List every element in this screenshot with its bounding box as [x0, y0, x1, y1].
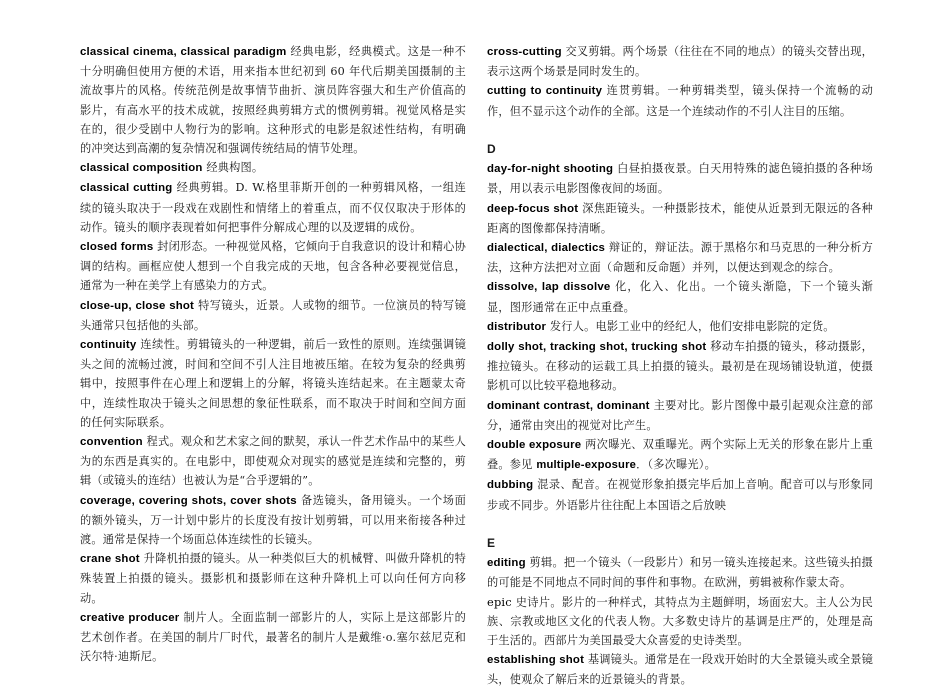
entry-definition: 程式。观众和艺术家之间的默契，承认一件艺术作品中的某些人为的东西是真实的。在电影中，即使观众对现实的感觉是连续和完整的，剪辑（或镜头的连结）也被认为是“合乎逻辑的”。: [80, 435, 466, 488]
entry-definition: 混录、配音。在视觉形象拍摄完毕后加上音响。配音可以与形象同步或不同步。外语影片往往配上本国语之后放映: [487, 478, 873, 512]
entry-term: establishing shot: [487, 654, 585, 667]
entry-definition: 交叉剪辑。两个场景（往往在不同的地点）的镜头交替出现，表示这两个场景是同时发生的。: [487, 45, 873, 79]
entry-term: classical composition: [80, 162, 203, 175]
entry-definition: 连续性。剪辑镜头的一种逻辑，前后一致性的原则。连续强调镜头之间的流畅过渡，时间和空间不引人注目地被压缩。在较为复杂的经典剪辑中，按照事件在心理上和逻辑上的分解，将镜头连结起来。在主题蒙太奇中，连续性取决于镜头之间思想的象征性联系，而不取决于时间和空间方面的任何实际联系。: [80, 338, 466, 429]
entry-definition: 封闭形态。一种视觉风格，它倾向于自我意识的设计和精心协调的结构。画框应使人想到一个自我完成的天地，包含各种必要视觉信息，通常为一种在美学上有感染力的方式。: [80, 240, 466, 293]
cross-reference: multiple-exposure: [536, 459, 637, 472]
glossary-entry: [487, 435, 873, 475]
entry-definition: 深焦距镜头。一种摄影技术，能使从近景到无限远的各种距离的图像都保持清晰。: [487, 201, 874, 235]
entry-definition: 主要对比。影片图像中最引起观众注意的部分，通常由突出的视觉对比产生。: [487, 398, 874, 432]
glossary-entry: [487, 81, 873, 120]
section-spacer: [487, 121, 873, 140]
glossary-entry: [80, 296, 466, 335]
entry-definition: 剪辑。把一个镜头（一段影片）和另一镜头连接起来。这些镜头拍摄的可能是不同地点不同时间的事件和事物。在欧洲，剪辑被称作蒙太奇。: [487, 556, 873, 590]
entry-term: classical cutting: [80, 182, 173, 195]
entry-term: creative producer: [80, 611, 180, 624]
entry-term: editing: [487, 557, 526, 570]
entry-definition: 特写镜头，近景。人或物的细节。一位演员的特写镜头通常只包括他的头部。: [80, 298, 466, 332]
glossary-entry: [80, 42, 466, 158]
entry-term: deep-focus shot: [487, 202, 579, 215]
glossary-entry: [80, 432, 466, 491]
entry-term: coverage, covering shots, cover shots: [80, 494, 297, 507]
glossary-entry: [80, 237, 466, 296]
entry-term: closed forms: [80, 241, 154, 254]
entry-definition: 基调镜头。通常是在一段戏开始时的大全景镜头或全景镜头，使观众了解后来的近景镜头的背景。: [487, 653, 873, 687]
section-spacer: [487, 515, 873, 534]
entry-definition: 经典剪辑。D. W.格里菲斯开创的一种剪辑风格，一组连续的镜头取决于一段戏在戏剧性和情绪上的着重点，而不仅仅取决于形体的动作。镜头的顺序表现着如何把事件分解成心理的以及逻辑的成份。: [80, 181, 467, 234]
glossary-entry: [80, 549, 466, 608]
glossary-entry: [80, 608, 466, 667]
entry-definition: 备选镜头，备用镜头。一个场面的额外镜头，万一计划中影片的长度没有按计划剪辑，可以用来衔接各种过渡。通常是保持一个场面总体连续性的长镜头。: [80, 493, 466, 547]
left-column: [80, 42, 466, 667]
glossary-entry: [80, 491, 466, 550]
glossary-entry: [487, 277, 873, 316]
entry-definition-tail: ．（多次曝光）。: [636, 458, 716, 472]
entry-term: dolly shot, tracking shot, trucking shot: [487, 341, 707, 354]
glossary-entry: [80, 178, 466, 237]
section-letter-e: E: [487, 536, 496, 551]
section-letter-d: D: [487, 142, 496, 156]
entry-definition: 移动车拍摄的镜头，移动摄影，推拉镜头。在移动的运载工具上拍摄的镜头。最初是在现场铺设轨道，使摄影机可以比较平稳地移动。: [487, 340, 874, 393]
glossary-entry: [487, 396, 873, 435]
glossary-entry: [487, 317, 873, 337]
entry-term: double exposure: [487, 439, 582, 452]
glossary-entry: [487, 199, 873, 238]
entry-term: classical cinema, classical paradigm: [80, 46, 287, 58]
entry-definition: 经典构图。: [202, 161, 264, 175]
glossary-entry: [487, 553, 873, 592]
entry-term: dominant contrast, dominant: [487, 399, 650, 412]
entry-term: distributor: [487, 320, 547, 333]
entry-definition: 化，化入、化出。一个镜头渐隐，下一个镜头渐显，图形通常在正中点重叠。: [487, 280, 873, 314]
entry-term: day-for-night shooting: [487, 163, 614, 176]
entry-definition: 白昼拍摄夜景。白天用特殊的滤色镜拍摄的各种场景，用以表示电影图像夜间的场面。: [487, 162, 873, 196]
entry-term: cutting to continuity: [487, 85, 603, 98]
entry-definition: 辩证的，辩证法。源于黑格尔和马克思的一种分析方法，这种方法把对立面（命题和反命题）并列，以便达到观念的综合。: [487, 241, 874, 275]
glossary-entry: [487, 593, 873, 651]
entry-term: dubbing: [487, 479, 534, 492]
entry-term: continuity: [80, 339, 137, 352]
entry-definition: 连贯剪辑。一种剪辑类型，镜头保持一个流畅的动作，但不显示这个动作的全部。这是一个连续动作的不引人注目的压缩。: [487, 84, 873, 118]
entry-term: dialectical, dialectics: [487, 242, 606, 255]
entry-definition: 两次曝光、双重曝光。两个实际上无关的形象在影片上重叠。参见: [487, 438, 873, 472]
entry-term: crane shot: [80, 553, 140, 566]
entry-term: dissolve, lap dissolve: [487, 281, 611, 294]
glossary-entry: [487, 159, 873, 198]
entry-term: convention: [80, 436, 143, 449]
entry-definition: 制片人。全面监制一部影片的人，实际上是这部影片的艺术创作者。在美国的制片厂时代，最著名的制片人是戴维·o.塞尔兹尼克和沃尔特·迪斯尼。: [80, 610, 467, 664]
glossary-entry: [487, 650, 873, 689]
glossary-entry: [487, 337, 873, 396]
glossary-entry: [80, 335, 466, 432]
glossary-entry: [487, 42, 873, 81]
entry-term: cross-cutting: [487, 46, 562, 58]
glossary-entry: [487, 238, 873, 277]
entry-term-plain: epic: [487, 594, 512, 609]
glossary-entry: [487, 475, 873, 514]
entry-definition: 升降机拍摄的镜头。从一种类似巨大的机械臂、叫做升降机的特殊装置上拍摄的镜头。摄影机和摄影师在这种升降机上可以向任何方向移动。: [80, 552, 466, 605]
entry-definition: 史诗片。影片的一种样式，其特点为主题鲜明，场面宏大。主人公为民族、宗教或地区文化的代表人物。大多数史诗片的基调是庄严的，处理是高于生活的。西部片为美国最受大众喜爱的史诗类型。: [487, 595, 873, 648]
entry-definition: 经典电影，经典模式。这是一种不十分明确但使用方便的术语，用来指本世纪初到 60 年代后期美国摄制的主流故事片的风格。传统范例是故事情节曲折、演员阵容强大和生产价值高的影片，有高水平的技术成就，按照经典剪辑方式的惯例剪辑。视觉风格是实在的，很少受剧中人物行为的影响。这种形式的电影是叙述性结构，有明确的冲突达到高潮的复杂情况和强调传统结局的情节处理。: [80, 45, 467, 156]
entry-term: close-up, close shot: [80, 299, 195, 312]
right-column: [487, 42, 873, 690]
entry-definition: 发行人。电影工业中的经纪人，他们安排电影院的定货。: [546, 319, 835, 333]
glossary-entry: [80, 158, 466, 178]
